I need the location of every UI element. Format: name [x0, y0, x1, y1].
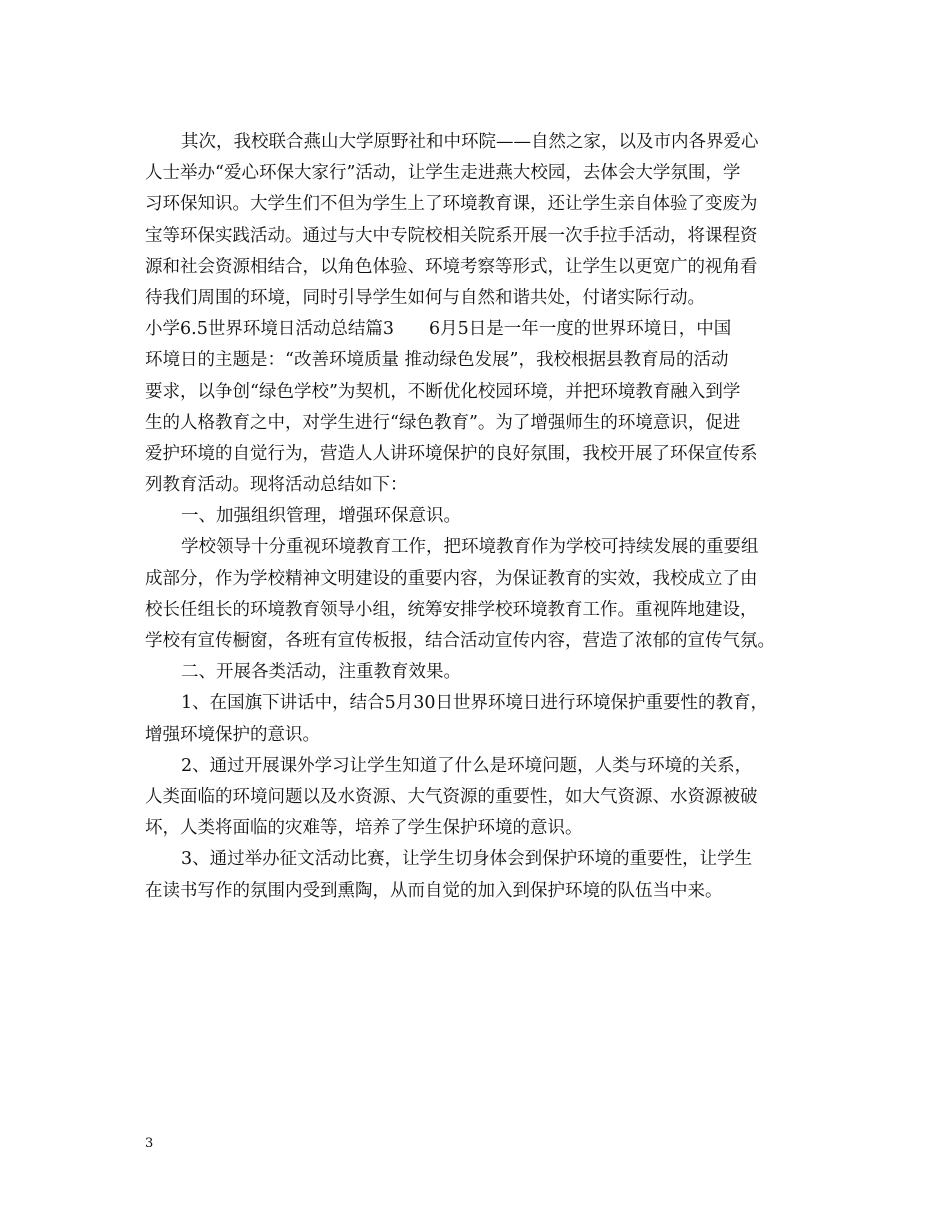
text-line: 一、加强组织管理，增强环保意识。 — [181, 506, 461, 527]
text-line: 1、在国旗下讲话中，结合5月30日世界环境日进行环境保护重要性的教育， — [181, 693, 769, 714]
document-body — [145, 127, 813, 907]
text-line: 源和社会资源相结合，以角色体验、环境考察等形式，让学生以更宽广的视角看 — [145, 256, 758, 277]
text-line: 生的人格教育之中，对学生进行“绿色教育”。为了增强师生的环境意识，促进 — [145, 412, 741, 433]
text-line: 习环保知识。大学生们不但为学生上了环境教育课，还让学生亲自体验了变废为 — [145, 194, 758, 215]
text-line: 小学6.5世界环境日活动总结篇3 6月5日是一年一度的世界环境日，中国 — [145, 319, 732, 340]
text-line: 人士举办“爱心环保大家行”活动，让学生走进燕大校园，去体会大学氛围，学 — [145, 163, 741, 184]
text-line: 学校有宣传橱窗，各班有宣传板报，结合活动宣传内容，营造了浓郁的宣传气氛。 — [145, 631, 775, 651]
text-line: 二、开展各类活动，注重教育效果。 — [181, 662, 461, 683]
text-line: 环境日的主题是：“改善环境质量 推动绿色发展”，我校根据县教育局的活动 — [145, 350, 729, 371]
text-line: 待我们周围的环境，同时引导学生如何与自然和谐共处，付诸实际行动。 — [145, 287, 705, 308]
text-line: 列教育活动。现将活动总结如下： — [145, 475, 408, 496]
text-line: 学校领导十分重视环境教育工作，把环境教育作为学校可持续发展的重要组 — [181, 537, 759, 558]
text-line: 在读书写作的氛围内受到熏陶，从而自觉的加入到保护环境的队伍当中来。 — [145, 880, 723, 901]
text-line: 人类面临的环境问题以及水资源、大气资源的重要性，如大气资源、水资源被破 — [145, 786, 758, 807]
text-line: 增强环境保护的意识。 — [145, 724, 320, 745]
text-line: 其次，我校联合燕山大学原野社和中环院——自然之家，以及市内各界爱心 — [181, 132, 759, 152]
text-line: 2、通过开展课外学习让学生知道了什么是环境问题，人类与环境的关系， — [181, 755, 753, 776]
text-line: 要求，以争创“绿色学校”为契机，不断优化校园环境，并把环境教育融入到学 — [145, 381, 741, 402]
text-line: 3、通过举办征文活动比赛，让学生切身体会到保护环境的重要性，让学生 — [181, 849, 753, 870]
page-number: 3 — [145, 1136, 154, 1151]
text-line: 爱护环境的自觉行为，营造人人讲环境保护的良好氛围，我校开展了环保宣传系 — [145, 443, 758, 464]
text-line: 校长任组长的环境教育领导小组，统筹安排学校环境教育工作。重视阵地建设， — [145, 599, 758, 620]
text-line: 宝等环保实践活动。通过与大中专院校相关院系开展一次手拉手活动，将课程资 — [145, 225, 758, 246]
text-line: 坏，人类将面临的灾难等，培养了学生保护环境的意识。 — [145, 818, 583, 839]
text-line: 成部分，作为学校精神文明建设的重要内容，为保证教育的实效，我校成立了由 — [145, 568, 758, 589]
